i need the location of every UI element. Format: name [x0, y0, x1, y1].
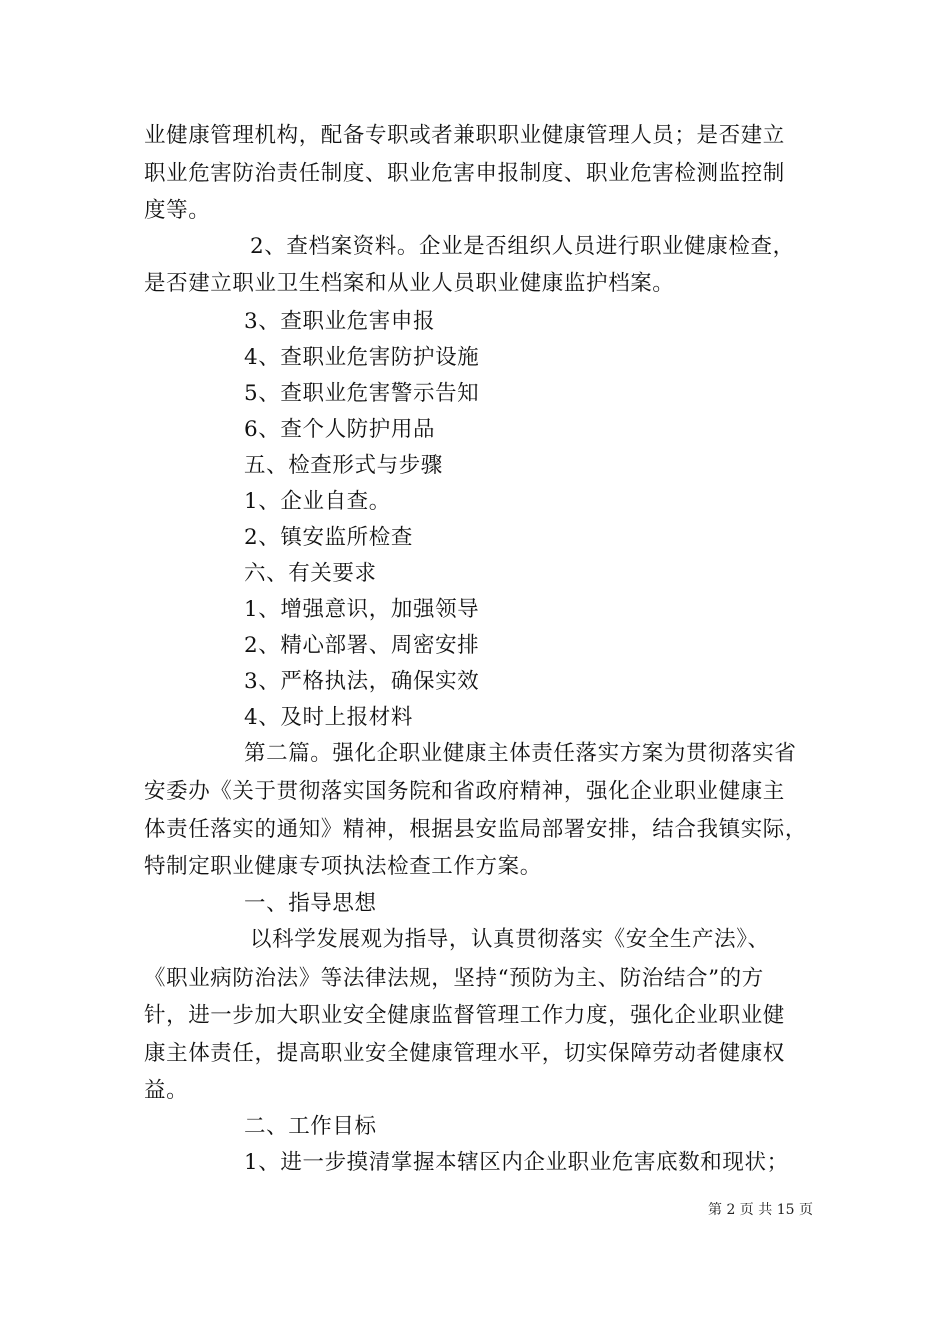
- list-item: 2、精心部署、周密安排: [244, 633, 480, 658]
- list-item: 6、查个人防护用品: [244, 417, 436, 442]
- text-line: 安委办《关于贯彻落实国务院和省政府精神，强化企业职业健康主: [144, 779, 785, 804]
- text-line: 业健康管理机构，配备专职或者兼职职业健康管理人员；是否建立: [144, 123, 785, 148]
- text-line: 益。: [144, 1078, 189, 1103]
- text-line: 《职业病防治法》等法律法规，坚持“预防为主、防治结合”的方: [144, 966, 764, 991]
- section-heading: 五、检查形式与步骤: [244, 453, 443, 478]
- list-item: 3、严格执法，确保实效: [244, 669, 480, 694]
- page-number: 第 2 页 共 15 页: [708, 1202, 813, 1218]
- text-line: 以科学发展观为指导，认真贯彻落实《安全生产法》、: [250, 927, 770, 952]
- list-item: 1、进一步摸清掌握本辖区内企业职业危害底数和现状；: [244, 1150, 789, 1175]
- section-heading: 六、有关要求: [244, 561, 377, 586]
- text-line: 2、查档案资料。企业是否组织人员进行职业健康检查，: [250, 234, 795, 259]
- list-item: 1、增强意识，加强领导: [244, 597, 480, 622]
- text-line: 特制定职业健康专项执法检查工作方案。: [144, 854, 542, 879]
- section-heading: 二、工作目标: [244, 1114, 377, 1139]
- text-line: 针，进一步加大职业安全健康监督管理工作力度，强化企业职业健: [144, 1003, 785, 1028]
- text-line: 体责任落实的通知》精神，根据县安监局部署安排，结合我镇实际，: [144, 817, 808, 842]
- text-line: 康主体责任，提高职业安全健康管理水平，切实保障劳动者健康权: [144, 1041, 785, 1066]
- list-item: 1、企业自查。: [244, 489, 391, 514]
- list-item: 4、查职业危害防护设施: [244, 345, 480, 370]
- list-item: 4、及时上报材料: [244, 705, 413, 730]
- list-item: 3、查职业危害申报: [244, 309, 436, 334]
- list-item: 2、镇安监所检查: [244, 525, 413, 550]
- text-line: 度等。: [144, 198, 211, 223]
- section-heading: 一、指导思想: [244, 891, 377, 916]
- text-line: 职业危害防治责任制度、职业危害申报制度、职业危害检测监控制: [144, 161, 785, 186]
- text-line: 第二篇。强化企职业健康主体责任落实方案为贯彻落实省: [244, 741, 797, 766]
- list-item: 5、查职业危害警示告知: [244, 381, 480, 406]
- text-line: 是否建立职业卫生档案和从业人员职业健康监护档案。: [144, 271, 675, 296]
